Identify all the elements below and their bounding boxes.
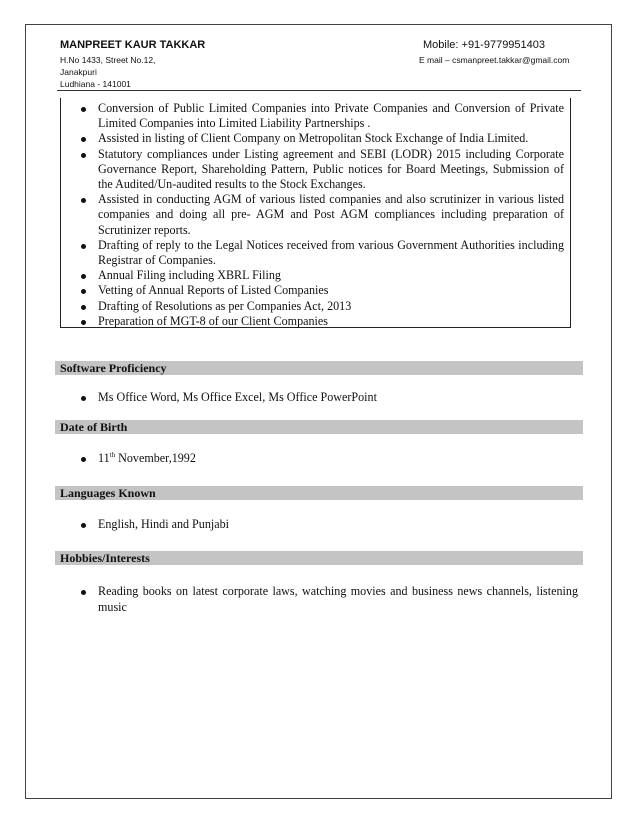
dob-month-year: November,1992 — [115, 451, 196, 465]
email-address: E mail – csmanpreet.takkar@gmail.com — [419, 55, 570, 65]
address-line-1: H.No 1433, Street No.12, — [60, 55, 156, 65]
address-line-2: Janakpuri — [60, 67, 97, 77]
duty-item: Conversion of Public Limited Companies into Private Companies and Conversion of Private Limited Companies into Limited Liability Partnerships . — [78, 101, 564, 131]
hobbies-list — [78, 584, 578, 615]
header-divider — [57, 90, 581, 91]
duty-item: Vetting of Annual Reports of Listed Companies — [78, 283, 564, 298]
candidate-name: MANPREET KAUR TAKKAR — [60, 39, 206, 51]
languages-list — [78, 517, 578, 533]
dob-item — [78, 451, 578, 467]
dob-list — [78, 451, 578, 467]
hobbies-item: Reading books on latest corporate laws, watching movies and business news channels, listening music — [78, 584, 578, 615]
duty-item: Drafting of reply to the Legal Notices received from various Government Authorities including Registrar of Companies. — [78, 238, 564, 268]
software-section-heading: Software Proficiency — [55, 361, 583, 375]
languages-item: English, Hindi and Punjabi — [78, 517, 578, 533]
dob-section-heading: Date of Birth — [55, 420, 583, 434]
hobbies-section-heading: Hobbies/Interests — [55, 551, 583, 565]
dob-suffix: th — [109, 450, 116, 459]
duty-item: Statutory compliances under Listing agreement and SEBI (LODR) 2015 including Corporate Governance Report, Shareholding Pattern, Public notices for Board Meetings, Submission of the Audited/Un-audited results to the Stock Exchanges. — [78, 147, 564, 193]
languages-section-heading: Languages Known — [55, 486, 583, 500]
duty-item: Annual Filing including XBRL Filing — [78, 268, 564, 283]
duty-item: Drafting of Resolutions as per Companies Act, 2013 — [78, 299, 564, 314]
duty-item: Preparation of MGT-8 of our Client Companies — [78, 314, 564, 329]
mobile-number: Mobile: +91-9779951403 — [423, 39, 546, 51]
software-list — [78, 390, 578, 406]
dob-day: 11 — [98, 451, 110, 465]
software-item: Ms Office Word, Ms Office Excel, Ms Office PowerPoint — [78, 390, 578, 406]
duty-item: Assisted in listing of Client Company on Metropolitan Stock Exchange of India Limited. — [78, 131, 564, 146]
duties-list — [78, 101, 564, 329]
duty-item: Assisted in conducting AGM of various listed companies and also scrutinizer in various listed companies and doing all pre- AGM and Post AGM compliances including preparation of Scrutinizer reports. — [78, 192, 564, 238]
address-line-3: Ludhiana - 141001 — [60, 79, 131, 89]
